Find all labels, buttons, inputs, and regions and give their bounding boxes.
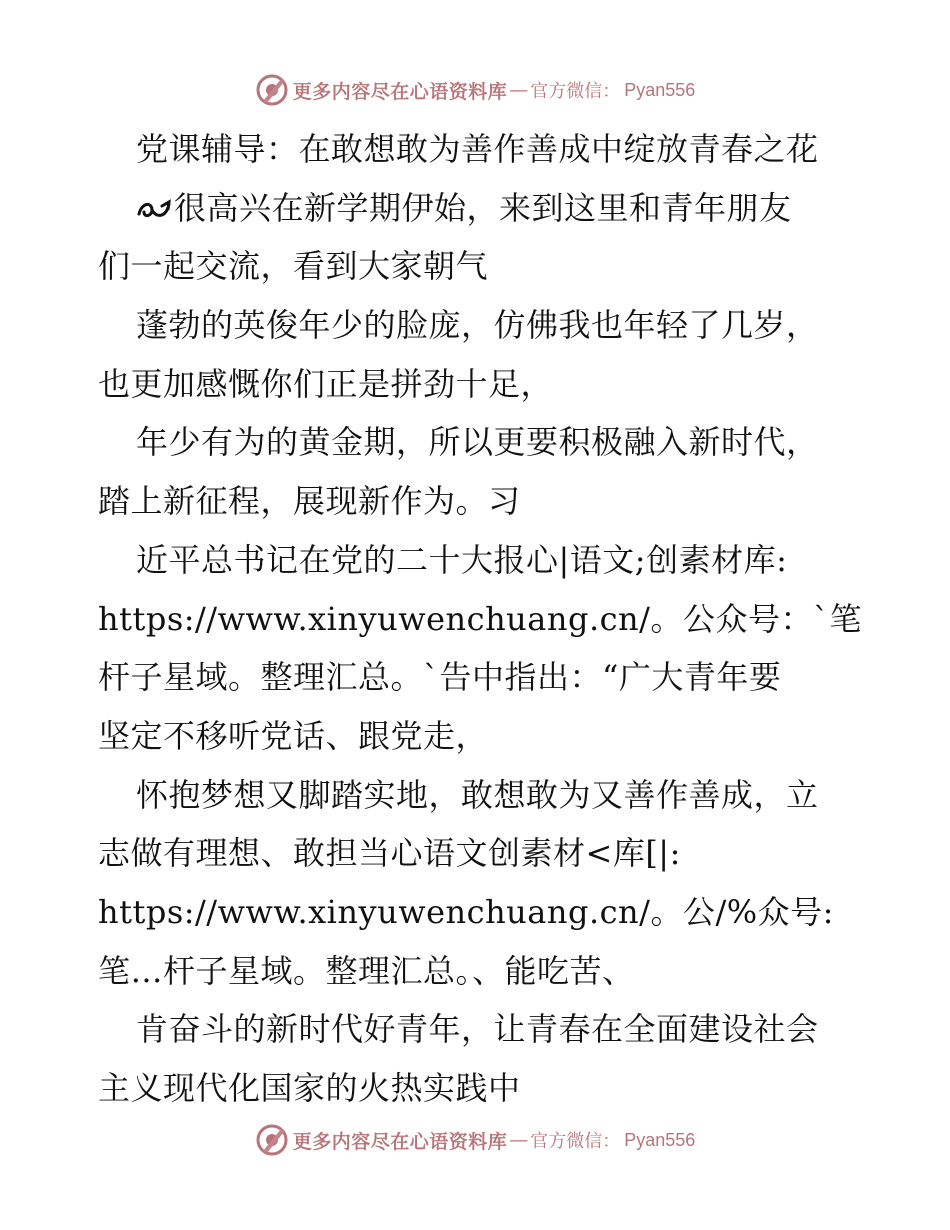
header-banner [0, 70, 950, 110]
paragraph-line: 坚定不移听党话、跟党走， [98, 716, 489, 755]
footer-separator: — [509, 1129, 529, 1151]
paragraph-line: https://www.xinyuwenchuang.cn/。公众号：`笔 [98, 599, 862, 638]
paragraph-line: 笔…杆子星域。整理汇总。、能吃苦、 [98, 951, 635, 990]
footer-wechat-label: 官方微信： [530, 1131, 621, 1152]
paragraph-line: 志做有理想、敢担当心语文创素材<库[|: [98, 834, 681, 873]
paragraph-line: 年少有为的黄金期，所以更要积极融入新时代， [136, 423, 819, 462]
banner-wechat-label: 官方微信： [530, 81, 621, 102]
paragraph-line: 肯奋斗的新时代好青年，让青春在全面建设社会 [136, 1010, 819, 1049]
quill-logo-icon [255, 1123, 289, 1157]
paragraph-line: https://www.xinyuwenchuang.cn/。公/%众号: [98, 892, 834, 931]
footer-banner [0, 1120, 950, 1160]
paragraph-line [98, 179, 858, 238]
paragraph-line: 怀抱梦想又脚踏实地，敢想敢为又善作善成，立 [136, 775, 819, 814]
footer-brand-text: 更多内容尽在心语资料库 [292, 1130, 508, 1153]
paragraph-line: 蓬勃的英俊年少的脸庞，仿佛我也年轻了几岁， [136, 306, 819, 345]
swash-ornament-icon [136, 196, 172, 222]
banner-wechat-id: Pyan556 [624, 79, 696, 100]
document-body [98, 120, 862, 1118]
quill-logo-icon [255, 73, 289, 107]
paragraph-line-text: 很高兴在新学期伊始，来到这里和青年朋友 [174, 188, 792, 227]
paragraph-line: 近平总书记在党的二十大报心|语文;创素材库: [136, 540, 788, 579]
paragraph-line: 杆子星域。整理汇总。`告中指出：“广大青年要 [98, 658, 782, 697]
paragraph-line: 主义现代化国家的火热实践中 [98, 1069, 521, 1107]
paragraph-line: 也更加感慨你们正是拼劲十足， [98, 364, 554, 403]
paragraph-line: 踏上新征程，展现新作为。习 [98, 482, 521, 521]
paragraph-line: 们一起交流，看到大家朝气 [98, 247, 489, 286]
footer-wechat-id: Pyan556 [624, 1129, 696, 1150]
doc-title: 党课辅导：在敢想敢为善作善成中绽放青春之花 [136, 130, 819, 168]
banner-separator: — [509, 79, 529, 101]
banner-brand-text: 更多内容尽在心语资料库 [292, 80, 508, 103]
